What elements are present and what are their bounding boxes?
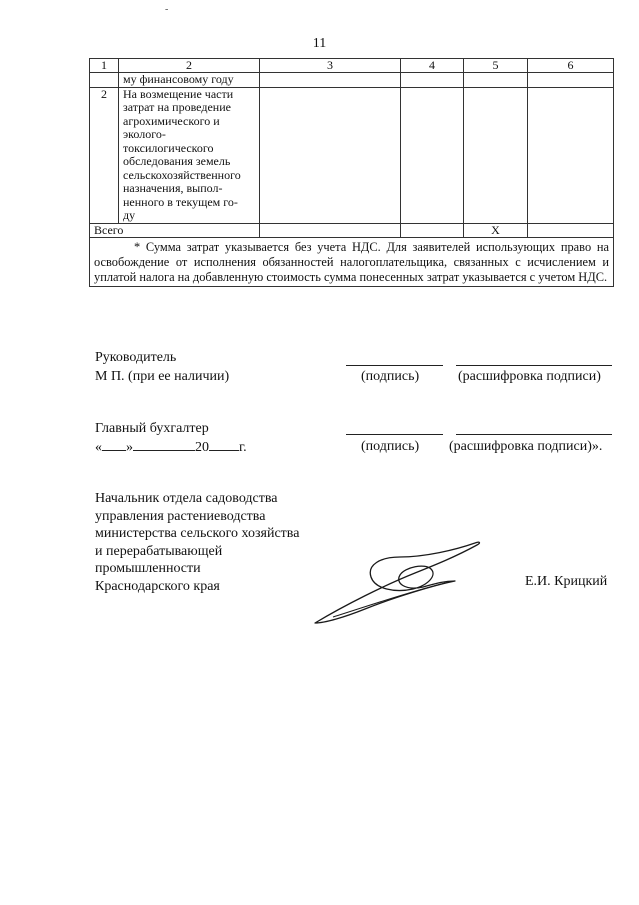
total-cell-x: X [464,223,528,238]
description-line: назначения, выпол- [123,181,223,195]
decode-caption: (расшифровка подписи) [458,369,601,384]
position-line: Краснодарского края [95,578,220,594]
head-title: Руководитель [95,350,177,365]
cell [528,223,614,238]
description-line: обследования земель [123,154,231,168]
description-line: затрат на проведение [123,100,231,114]
cell [401,73,464,88]
cell [401,87,464,223]
cell [528,87,614,223]
cell [401,223,464,238]
cell [528,73,614,88]
footnote-text: * Сумма затрат указывается без учета НДС. Для заявителей использующих право на освобождение от исполнения обязанностей налогоплательщика, связанных с исчислением и уплатой налога на добавленную стоимость сумма понесенных затрат указывается с учетом НДС. [94,240,609,284]
position-line: министерства сельского хозяйства [95,526,300,541]
date-year: 20 [195,440,209,455]
row-number [90,73,119,88]
column-number: 6 [528,59,614,73]
signature-icon [305,535,495,630]
date-suffix: г. [239,440,247,455]
description-line: ненного в текущем го- [123,194,238,209]
month-blank [133,438,195,451]
footnote [90,238,614,287]
cell [260,87,401,223]
column-number: 1 [90,59,119,73]
position-line: промышленности [95,561,201,576]
footnote-row [90,238,614,287]
official-name: Е.И. Крицкий [525,574,608,589]
decode-line [456,434,612,435]
table-row [90,73,614,88]
column-number: 4 [401,59,464,73]
official-position [95,490,299,595]
cost-table [89,58,614,287]
description-line: эколого- [123,127,166,141]
description-line: На возмещение части [123,86,234,101]
decode-caption: (расшифровка подписи)». [449,439,603,454]
decode-line [456,365,612,366]
cell [464,73,528,88]
description-line: токсилогического [123,140,214,155]
total-row [90,223,614,238]
cell [464,87,528,223]
row-number: 2 [90,87,119,223]
position-line: управления растениеводства [95,508,266,524]
signature-caption: (подпись) [361,439,420,454]
cell [260,223,401,238]
row-description: му финансовому году [119,73,260,88]
description-line: ду [123,208,136,222]
page-number: 11 [312,36,327,51]
stray-mark: - [165,4,169,15]
accountant-title: Главный бухгалтер [95,421,209,436]
description-line: сельскохозяйственного [123,167,241,182]
signature-caption: (подпись) [361,369,420,384]
day-blank [102,438,126,451]
row-description [119,87,260,223]
stamp-note: М П. (при ее наличии) [95,369,230,384]
table-row [90,87,614,223]
year-blank [209,438,239,451]
description-line: агрохимического и [123,113,220,128]
column-number: 2 [119,59,260,73]
date-open: « [95,440,102,455]
cell [260,73,401,88]
date-line [95,438,247,456]
signature-line [346,365,443,366]
total-label: Всего [90,223,260,238]
table-header-row [90,59,614,73]
signature-line [346,434,443,435]
position-line: и перерабатывающей [95,543,223,559]
date-mid: » [126,440,133,455]
column-number: 5 [464,59,528,73]
column-number: 3 [260,59,401,73]
position-line: Начальник отдела садоводства [95,491,278,506]
